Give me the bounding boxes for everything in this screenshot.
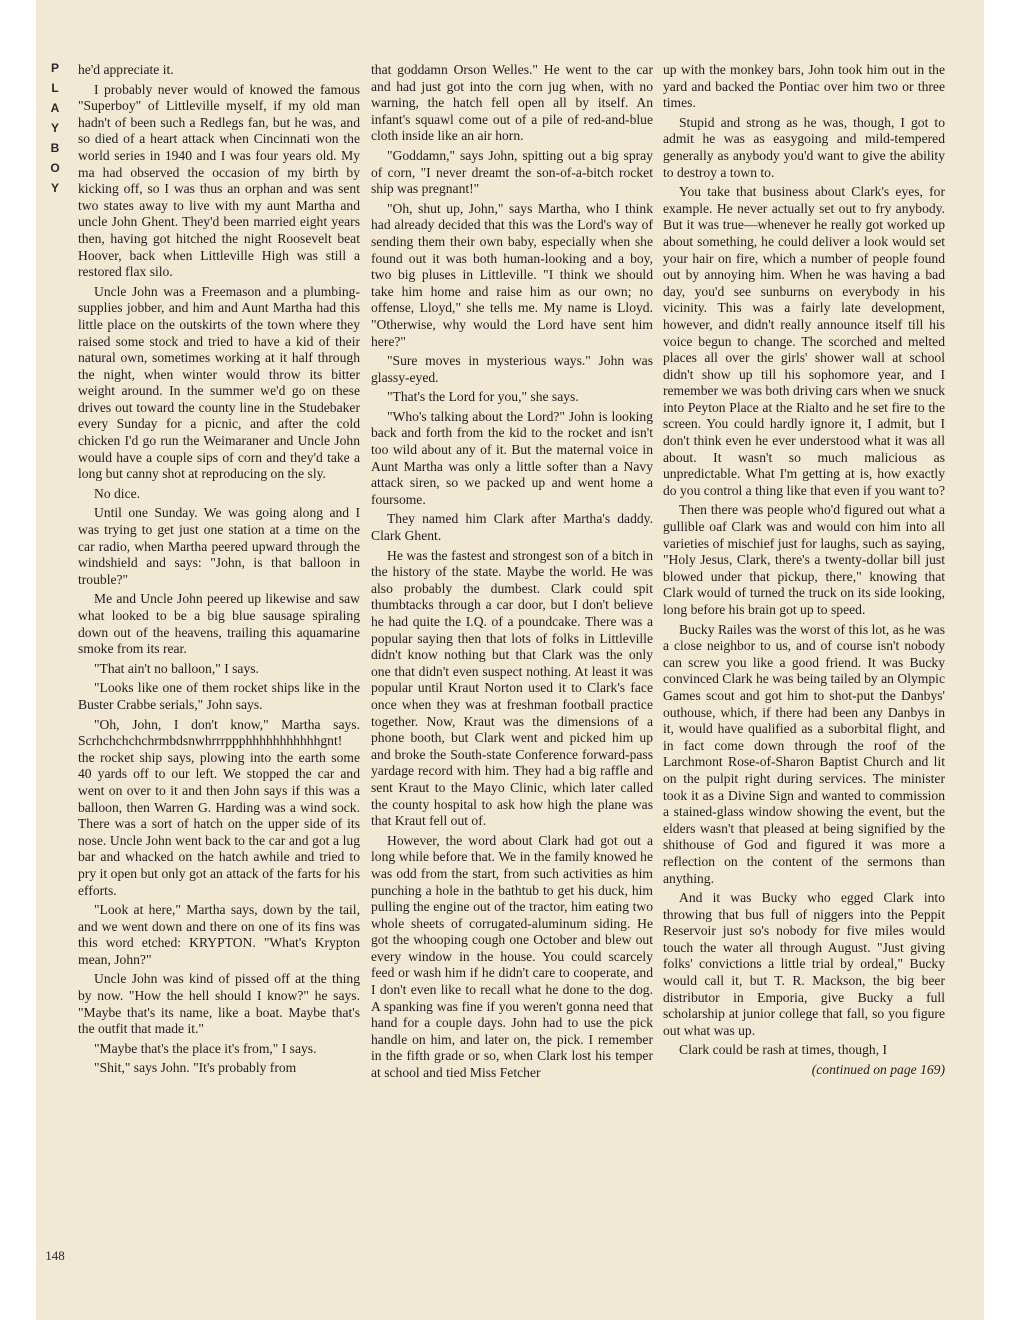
running-head-letter: L bbox=[51, 81, 59, 95]
running-head-letter: A bbox=[50, 101, 60, 115]
paragraph: "Shit," says John. "It's probably from bbox=[94, 1060, 297, 1076]
paragraph: "Maybe that's the place it's from," I says. bbox=[94, 1040, 317, 1056]
paragraph: "Oh, John, I don't know," Martha says. Scrhchchchchrmbdsnwhrrrppphhhhhhhhhhhgnt! the rocket ship says, plowing into the earth some 40 yards off to our left. We stopped the car and went on over to it and then John says if this was a balloon, then Warren G. Harding was a wind sock. There was a sort of hatch on the upper side of its nose. Uncle John went back to the car and got a lug bar and whacked on the hatch awhile and tried to pry it open but only got an attack of the farts for his efforts. bbox=[78, 716, 360, 898]
paragraph: You take that business about Clark's eyes, for example. He never actually set out to fry anybody. But it was true—whenever he really got worked up about something, he could deliver a look would set your hair on fire, which a number of people found out by annoying him. When he was having a bad day, you'd see sunburns on everybody in his vicinity. This was a fairly late development, however, and didn't really announce itself till his voice begun to change. The scorched and melted places all over the girls' shower wall at school didn't show up till his sophomore year, and I remember we was both driving cars when we snuck into Peyton Place at the Rialto and he set fire to the screen. You could hardly ignore it, I admit, but I don't think even he ever understood what it was all about. It wasn't so much malicious as unpredictable. What I'm getting at is, how exactly do you control a thing like that even if you want to? bbox=[663, 184, 946, 498]
paragraph: he'd appreciate it. bbox=[78, 62, 174, 77]
paragraph: that goddamn Orson Welles." He went to the car and had just got into the corn jug when, with no warning, the hatch fell open all by itself. An infant's squawl come out of a pile of red-and-blue cloth inside like an air horn. bbox=[371, 62, 653, 144]
paragraph: "Who's talking about the Lord?" John is looking back and forth from the kid to the rocket and isn't too wild about any of it. But the maternal voice in Aunt Martha was only a little softer than a Navy attack siren, so we packed up and went home a foursome. bbox=[371, 408, 653, 507]
text-column-3 bbox=[663, 62, 945, 1079]
paragraph: "Sure moves in mysterious ways." John was glassy-eyed. bbox=[371, 353, 653, 385]
paragraph: Until one Sunday. We was going along and I was trying to get just one station at a time on the car radio, when Martha peered upward through the windshield and says: "John, is that balloon in trouble?" bbox=[78, 505, 360, 587]
paragraph: They named him Clark after Martha's daddy. Clark Ghent. bbox=[371, 511, 653, 544]
text-column-2 bbox=[371, 62, 653, 1085]
paragraph: "That ain't no balloon," I says. bbox=[94, 660, 259, 676]
paragraph: And it was Bucky who egged Clark into throwing that bus full of niggers into the Peppit Reservoir just so's nobody for five miles would touch the water all through August. "Just giving folks' convictions a little trial by ordeal," Bucky would call it, but T. R. Mackson, the big beer distributor in Emporia, give Bucky a full scholarship at junior college that fall, so you figure out what was up. bbox=[663, 890, 945, 1038]
running-head-letter: B bbox=[50, 141, 60, 155]
paragraph: He was the fastest and strongest son of a bitch in the history of the state. Maybe the world. He was also probably the dumbest. Clark could spit thumbtacks through a car door, but I don't believe he had quite the I.Q. of a poundcake. There was a popular saying then that lots of folks in Littleville didn't know nothing but that Clark was the only one that didn't even suspect nothing. At least it was popular until Kraut Norton used it to Clark's face once when they was at freshman football practice together. Now, Kraut was the dimensions of a phone booth, but Clark went and picked him up and broke the South-state Conference forward-pass yardage record with him. They had a big raffle and sent Kraut to the Mayo Clinic, which later called the county hospital to ask how high the plane was that Kraut fell out of. bbox=[371, 547, 653, 829]
running-head-letter: Y bbox=[50, 181, 59, 195]
paragraph: "Goddamn," says John, spitting out a big spray of corn, "I never dreamt the son-of-a-bitch rocket ship was pregnant!" bbox=[371, 147, 653, 197]
continued-note: (continued on page 169) bbox=[811, 1062, 945, 1078]
running-head-letter: O bbox=[50, 161, 60, 175]
page-number: 148 bbox=[45, 1248, 65, 1263]
paragraph: No dice. bbox=[94, 485, 141, 501]
paragraph: Then there was people who'd figured out what a gullible oaf Clark was and would con him into all varieties of mischief just for laughs, such as saying, "Holy Jesus, Clark, there's a twenty-dollar bill just blowed under that pickup, there," knowing that Clark would of turned the truck on its side looking, long before his brain got up to speed. bbox=[663, 502, 945, 617]
paragraph: up with the monkey bars, John took him out in the yard and backed the Pontiac over him two or three times. bbox=[663, 62, 945, 111]
running-head-letter: P bbox=[50, 61, 59, 75]
paragraph: I probably never would of knowed the famous "Superboy" of Littleville myself, if my old man hadn't of been such a Redlegs fan, but he was, and so died of a heart attack when Cincinnati won the world series in 1940 and I was four years old. My ma had observed the occasion of my birth by kicking off, so I was thus an orphan and was sent two states away to live with my aunt Martha and uncle John Ghent. They'd been married eight years then, having got hitched the night Roosevelt beat Hoover, back when Littleville High was still a restored flax silo. bbox=[78, 81, 360, 280]
paragraph: Bucky Railes was the worst of this lot, as he was a close neighbor to us, and of course isn't nobody can screw you like a good friend. It was Bucky convinced Clark he was being tailed by an Olympic Games scout and got him to shot-put the Danbys' outhouse, which, if there had been any Danbys in it, would have qualified as a suborbital flight, and in fact come down through the roof of the Larchmont Rose-of-Sharon Baptist Church and lit on the pulpit right during services. The minister took it as a Divine Sign and wanted to commission a stained-glass window showing the event, but the elders wasn't that pleased at being signified by the shithouse of God and figured it was more a reflection on the content of the sermons than anything. bbox=[663, 621, 945, 886]
text-column-1 bbox=[78, 62, 360, 1080]
paragraph: "That's the Lord for you," she says. bbox=[387, 389, 579, 405]
paragraph: "Looks like one of them rocket ships like in the Buster Crabbe serials," John says. bbox=[78, 680, 360, 712]
paragraph: "Look at here," Martha says, down by the tail, and we went down and there on one of its fins was this word etched: KRYPTON. "What's Krypton mean, John?" bbox=[78, 902, 360, 967]
paragraph: However, the word about Clark had got out a long while before that. We in the family knowed he was odd from the start, from such activities as him punching a hole in the bathtub to get his duck, him pulling the engine out of the tractor, him eating two whole sheets of corrugated-aluminum siding. He got the whooping cough one October and blew out every window in the house. You could scarcely feed or wash him if he didn't care to cooperate, and I don't even like to recall what he done to the dog. A spanking was fine if you weren't gonna need that hand for a couple days. John had to use the pick handle on him, and later on, the pick. I remember in the fifth grade or so, when Clark lost his temper at school and tied Miss Fetcher bbox=[371, 832, 653, 1081]
running-head-letter: Y bbox=[50, 121, 59, 135]
paragraph: Clark could be rash at times, though, I bbox=[679, 1042, 888, 1058]
paragraph: Me and Uncle John peered up likewise and saw what looked to be a big blue sausage spiraling down out of the heavens, trailing this aquamarine smoke from its rear. bbox=[78, 591, 360, 657]
running-head bbox=[40, 58, 70, 198]
paragraph: "Oh, shut up, John," says Martha, who I think had already decided that this was the Lord's way of sending them their own baby, especially when she found out it was both human-looking and a boy, two big pluses in Littleville. "I think we should take him home and raise him as our own; no offense, Lloyd," she tells me. My name is Lloyd. "Otherwise, why would the Lord have sent him here?" bbox=[371, 200, 653, 349]
paragraph: Uncle John was a Freemason and a plumbing-supplies jobber, and him and Aunt Martha had this little place on the outskirts of the town where they raised some stock and tried to have a kid of their natural own, sometimes working at it half through the night, when winter would throw its bitter weight around. In the summer we'd go on these drives out toward the county line in the Studebaker every Sunday for a picnic, and after the cold chicken I'd go run the Weimaraner and Uncle John would have a couple sips of corn and they'd take a long but canny shot at reproducing on the sly. bbox=[78, 283, 360, 482]
magazine-page bbox=[36, 0, 984, 1320]
paragraph: Uncle John was kind of pissed off at the thing by now. "How the hell should I know?" he says. "Maybe that's its name, like a boat. Maybe that's the outfit that made it." bbox=[78, 971, 360, 1037]
paragraph: Stupid and strong as he was, though, I got to admit he was as easygoing and mild-tempered generally as anybody you'd want to give the ability to destroy a town to. bbox=[663, 114, 945, 180]
